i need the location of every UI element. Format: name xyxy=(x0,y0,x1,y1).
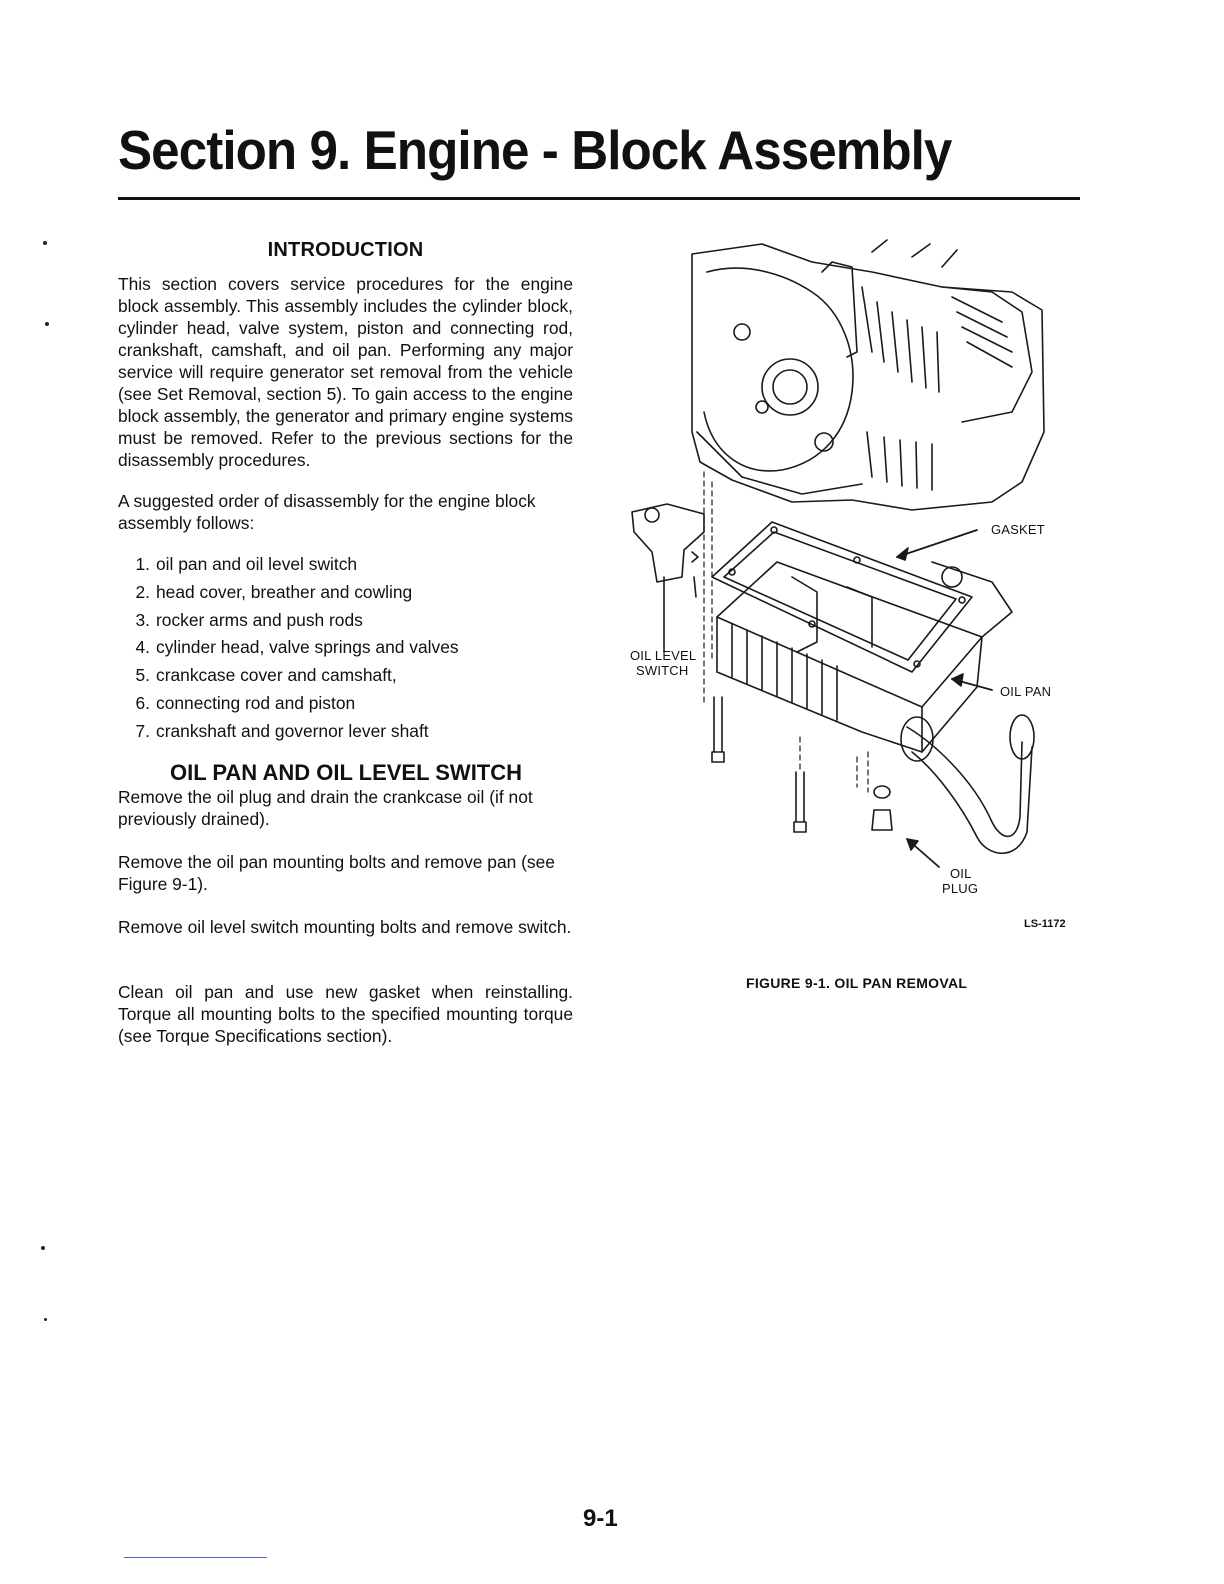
disassembly-steps-list xyxy=(118,553,459,748)
oil-pan-paragraph-2: Remove the oil pan mounting bolts and remove pan (see Figure 9-1). xyxy=(118,852,555,894)
oil-level-switch-label-line2: SWITCH xyxy=(636,663,689,678)
step-number: 1. xyxy=(135,554,150,574)
step-number: 6. xyxy=(135,692,150,713)
oil-pan-label: OIL PAN xyxy=(1000,684,1052,699)
list-item xyxy=(118,636,459,664)
gasket-label: GASKET xyxy=(991,522,1045,537)
step-text: crankshaft and governor lever shaft xyxy=(156,720,429,741)
list-item xyxy=(118,692,459,720)
step-text: oil pan and oil level switch xyxy=(156,554,358,574)
list-item xyxy=(118,609,459,637)
oil-pan-drawing xyxy=(717,562,1012,752)
engine-block-drawing xyxy=(692,240,1044,510)
list-item xyxy=(118,553,459,581)
leader-lines xyxy=(897,530,992,867)
step-text: rocker arms and push rods xyxy=(156,609,363,630)
step-text: head cover, breather and cowling xyxy=(156,581,413,602)
oil-level-switch-label-line1: OIL LEVEL xyxy=(630,648,697,663)
step-number: 4. xyxy=(135,637,150,658)
step-number: 7. xyxy=(135,720,150,741)
introduction-heading: INTRODUCTION xyxy=(267,239,424,261)
oil-plug-label-line1: OIL xyxy=(950,866,972,881)
intro-order-paragraph: A suggested order of disassembly for the engine block assembly follows: xyxy=(118,491,536,533)
oil-pan-heading: OIL PAN AND OIL LEVEL SWITCH xyxy=(170,760,523,785)
oil-plug-label-line2: PLUG xyxy=(942,881,979,896)
list-item xyxy=(118,664,459,692)
step-text: crankcase cover and camshaft, xyxy=(156,665,397,686)
step-text: connecting rod and piston xyxy=(156,692,356,713)
margin-mark xyxy=(44,1318,47,1321)
margin-mark xyxy=(43,241,47,245)
figure-id: LS-1172 xyxy=(1024,918,1066,930)
step-number: 3. xyxy=(135,609,150,630)
figure-caption: FIGURE 9-1. OIL PAN REMOVAL xyxy=(746,975,968,991)
title-divider xyxy=(118,197,1080,200)
list-item xyxy=(118,720,459,748)
step-number: 5. xyxy=(135,665,150,686)
footer-rule xyxy=(124,1557,267,1558)
intro-paragraph: This section covers service procedures for the engine block assembly. This assembly includes the cylinder block, cylinder head, valve system, piston and connecting rod, crankshaft, camshaft, and oil pan. Performing any major service will require generator set removal from the vehicle (see Set Removal, section 5). To gain access to the engine block assembly, the generator and primary engine systems must be removed. Refer to the previous sections for the disassembly procedures. xyxy=(118,274,573,470)
margin-mark xyxy=(45,322,49,326)
oil-pan-paragraph-4: Clean oil pan and use new gasket when reinstalling. Torque all mounting bolts to the specified mounting torque (see Torque Specifications section). xyxy=(118,982,573,1046)
list-item xyxy=(118,581,459,609)
step-text: cylinder head, valve springs and valves xyxy=(156,637,459,658)
oil-level-switch-drawing xyxy=(632,504,704,652)
page-number: 9-1 xyxy=(583,1505,618,1532)
alignment-lines xyxy=(704,472,868,792)
oil-pan-removal-illustration xyxy=(612,232,1082,912)
step-number: 2. xyxy=(135,581,150,602)
drain-pipe-drawing xyxy=(901,715,1034,853)
margin-mark xyxy=(41,1246,45,1250)
oil-pan-paragraph-3: Remove oil level switch mounting bolts and remove switch. xyxy=(118,917,572,937)
bolt-drawings xyxy=(712,697,892,832)
oil-pan-paragraph-1: Remove the oil plug and drain the crankcase oil (if not previously drained). xyxy=(118,787,533,829)
page-title: Section 9. Engine - Block Assembly xyxy=(118,119,952,181)
